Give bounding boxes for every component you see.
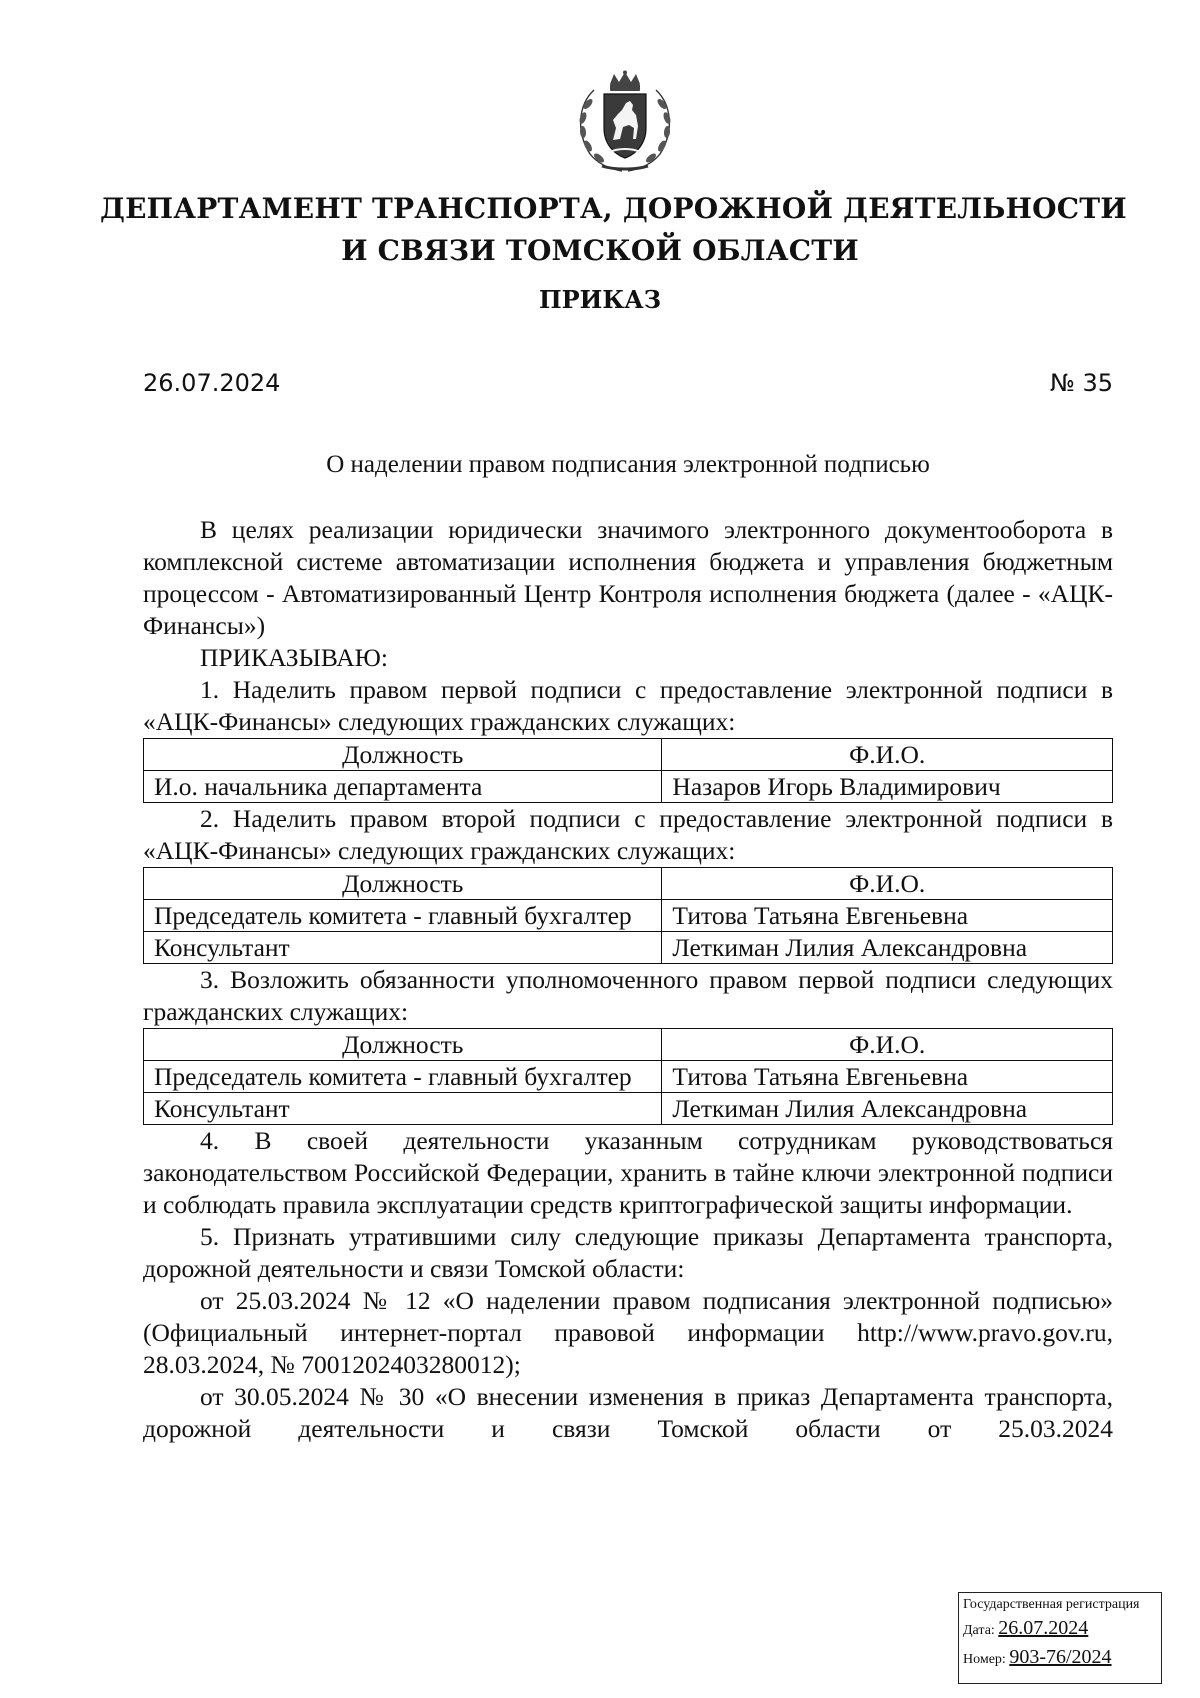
name-cell: Назаров Игорь Владимирович — [662, 771, 1113, 803]
intro-paragraph: В целях реализации юридически значимого электронного документооборота в комплексной системе автоматизации исполнения бюджета и управления бюджетным процессом - Автоматизированный Центр Контроля исполнения бюджета (далее - «АЦК-Финансы») — [143, 515, 1113, 640]
first-signature-table — [143, 738, 1113, 803]
table-header-row — [144, 739, 1113, 771]
position-header: Должность — [144, 1029, 662, 1061]
second-signature-table — [143, 867, 1113, 964]
position-header: Должность — [144, 868, 662, 900]
table-row — [144, 1093, 1113, 1125]
position-cell: Консультант — [144, 1093, 662, 1125]
document-subject: О наделении правом подписания электронной подписью — [326, 451, 930, 478]
item-5-repealed-order-2: от 30.05.2024 № 30 «О внесении изменения в приказ Департамента транспорта, дорожной деятельности и связи Томской области от 25.03.2024 — [143, 1382, 1113, 1443]
stamp-date-label: Дата: — [963, 1623, 995, 1638]
table-header-row — [144, 1029, 1113, 1061]
table-row — [144, 932, 1113, 964]
stamp-number-row — [963, 1644, 1157, 1673]
organization-title — [100, 188, 1127, 272]
stamp-number-value: 903-76/2024 — [1009, 1646, 1112, 1668]
organization-title-line-2: И СВЯЗИ ТОМСКОЙ ОБЛАСТИ — [341, 234, 859, 267]
item-2-paragraph: 2. Наделить правом второй подписи с предоставление электронной подписи в «АЦК-Финансы» следующих гражданских служащих: — [143, 804, 1113, 865]
document-date: 26.07.2024 — [143, 369, 281, 397]
name-cell: Леткиман Лилия Александровна — [662, 1093, 1113, 1125]
item-1-paragraph: 1. Наделить правом первой подписи с предоставление электронной подписи в «АЦК-Финансы» следующих гражданских служащих: — [143, 675, 1113, 736]
stamp-number-label: Номер: — [963, 1652, 1006, 1667]
stamp-date-value: 26.07.2024 — [998, 1617, 1089, 1639]
stamp-date-row — [963, 1615, 1157, 1644]
table-row — [144, 1061, 1113, 1093]
registration-stamp — [958, 1592, 1162, 1684]
document-number: № 35 — [1049, 369, 1113, 397]
document-body — [143, 514, 1113, 1445]
coat-of-arms-icon — [566, 70, 684, 175]
item-3-paragraph: 3. Возложить обязанности уполномоченного правом первой подписи следующих гражданских служащих: — [143, 965, 1113, 1026]
order-word: ПРИКАЗЫВАЮ: — [200, 643, 388, 672]
item-5-repealed-order-1: от 25.03.2024 № 12 «О наделении правом подписания электронной подписью» (Официальный интернет-портал правовой информации http://www.pravo.gov.ru, 28.03.2024, № 7001202403280012); — [143, 1286, 1113, 1379]
position-cell: Консультант — [144, 932, 662, 964]
stamp-title: Государственная регистрация — [963, 1597, 1140, 1612]
position-header: Должность — [144, 739, 662, 771]
position-cell: Председатель комитета - главный бухгалтер — [144, 1061, 662, 1093]
name-header: Ф.И.О. — [662, 868, 1113, 900]
table-header-row — [144, 868, 1113, 900]
item-4-paragraph: 4. В своей деятельности указанным сотрудникам руководствоваться законодательством Российской Федерации, хранить в тайне ключи электронной подписи и соблюдать правила эксплуатации средств криптографической защиты информации. — [143, 1126, 1113, 1219]
name-cell: Титова Татьяна Евгеньевна — [662, 900, 1113, 932]
position-cell: И.о. начальника департамента — [144, 771, 662, 803]
document-type: ПРИКАЗ — [538, 285, 662, 314]
name-header: Ф.И.О. — [662, 1029, 1113, 1061]
organization-title-line-1: ДЕПАРТАМЕНТ ТРАНСПОРТА, ДОРОЖНОЙ ДЕЯТЕЛЬНОСТИ — [100, 192, 1127, 225]
table-row — [144, 900, 1113, 932]
name-cell: Титова Татьяна Евгеньевна — [662, 1061, 1113, 1093]
name-header: Ф.И.О. — [662, 739, 1113, 771]
name-cell: Леткиман Лилия Александровна — [662, 932, 1113, 964]
position-cell: Председатель комитета - главный бухгалтер — [144, 900, 662, 932]
authorized-signature-table — [143, 1028, 1113, 1125]
item-5-paragraph: 5. Признать утратившими силу следующие приказы Департамента транспорта, дорожной деятельности и связи Томской области: — [143, 1222, 1113, 1283]
table-row — [144, 771, 1113, 803]
